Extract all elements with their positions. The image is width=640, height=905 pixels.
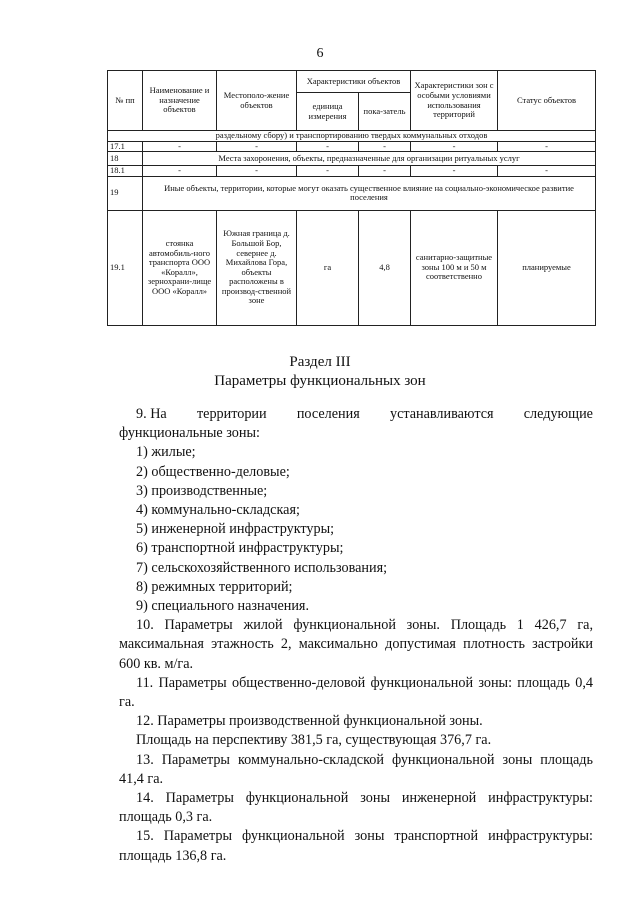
list-item: 9) специального назначения.: [136, 598, 310, 615]
table-header-row: [108, 71, 596, 93]
section-heading: [0, 353, 640, 391]
table-cell: -: [297, 166, 359, 177]
table-row: [108, 131, 596, 142]
row-num: 19.1: [108, 210, 143, 325]
table-cell: -: [217, 141, 297, 152]
list-item: 2) общественно-деловые;: [136, 463, 290, 480]
paragraph-12b: Площадь на перспективу 381,5 га, существующая 376,7 га.: [136, 732, 492, 749]
list-item: 3) производственные;: [136, 482, 268, 499]
objects-table: [107, 70, 596, 326]
body-text: [119, 405, 593, 866]
list-item: 1) жилые;: [136, 444, 196, 461]
list-item: 7) сельскохозяйственного использования;: [136, 559, 388, 576]
paragraph-13: 13. Параметры коммунально-складской функциональной зоны площадь 41,4 га.: [119, 751, 593, 787]
table-row: [108, 176, 596, 210]
table-cell: -: [411, 166, 498, 177]
table-cell: -: [217, 166, 297, 177]
header-indicator: пока-затель: [359, 93, 411, 131]
header-num: № пп: [108, 71, 143, 131]
table-row: [108, 210, 596, 325]
paragraph-9-cont: функциональные зоны:: [119, 425, 260, 442]
word: устанавливаются: [389, 406, 494, 422]
row-num: 18: [108, 152, 143, 166]
word: поселения: [296, 406, 360, 422]
object-zones: санитарно-защитные зоны 100 м и 50 м соответственно: [411, 210, 498, 325]
continuation-text: раздельному сбору) и транспортированию твердых коммунальных отходов: [108, 131, 596, 142]
list-item: 6) транспортной инфраструктуры;: [136, 540, 344, 557]
paragraph-11: 11. Параметры общественно-деловой функциональной зоны: площадь 0,4 га.: [119, 674, 593, 711]
row-num: 17.1: [108, 141, 143, 152]
table-cell: -: [143, 141, 217, 152]
object-indicator: 4,8: [359, 210, 411, 325]
word: 9. На: [136, 406, 167, 422]
table-cell: -: [359, 166, 411, 177]
paragraph-9: [119, 405, 593, 424]
table-cell: -: [498, 141, 596, 152]
header-characteristics: Характеристики объектов: [297, 71, 411, 93]
list-item: 4) коммунально-складская;: [136, 502, 300, 519]
word: следующие: [523, 406, 593, 422]
row-num: 18.1: [108, 166, 143, 177]
table-row: [108, 152, 596, 166]
header-location: Местополо-жение объектов: [217, 71, 297, 131]
table-cell: -: [297, 141, 359, 152]
table-cell: -: [359, 141, 411, 152]
list-item: 8) режимных территорий;: [136, 578, 293, 595]
list-item: 5) инженерной инфраструктуры;: [136, 521, 335, 538]
page-number: 6: [316, 46, 324, 61]
paragraph-12: 12. Параметры производственной функциональной зоны.: [136, 713, 483, 730]
object-unit: га: [297, 210, 359, 325]
paragraph-14: 14. Параметры функциональной зоны инженерной инфраструктуры: площадь 0,3 га.: [119, 790, 593, 826]
table-cell: -: [143, 166, 217, 177]
object-name: стоянка автомобиль-ного транспорта ООО «Коралл», зернохрани-лище ООО «Коралл»: [143, 210, 217, 325]
section-number: Раздел III: [289, 354, 351, 370]
row-group-text: Иные объекты, территории, которые могут оказать существенное влияние на социально-экономическое развитие поселения: [143, 176, 596, 210]
header-status: Статус объектов: [498, 71, 596, 131]
row-group-text: Места захоронения, объекты, предназначенные для организации ритуальных услуг: [143, 152, 596, 166]
header-zones: Характеристики зон с особыми условиями использования территорий: [411, 71, 498, 131]
object-status: планируемые: [498, 210, 596, 325]
object-location: Южная граница д. Большой Бор, севернее д. Михайлова Гора, объекты расположены в производ-ственной зоне: [217, 210, 297, 325]
paragraph-10: 10. Параметры жилой функциональной зоны. Площадь 1 426,7 га, максимальная этажность 2, максимально допустимая плотность застройки 600 кв. м/га.: [119, 617, 593, 672]
header-name: Наименование и назначение объектов: [143, 71, 217, 131]
word: территории: [196, 406, 267, 422]
paragraph-15: 15. Параметры функциональной зоны транспортной инфраструктуры: площадь 136,8 га.: [119, 828, 593, 864]
section-title: Параметры функциональных зон: [214, 373, 426, 389]
row-num: 19: [108, 176, 143, 210]
table-cell: -: [498, 166, 596, 177]
header-unit: единица измерения: [297, 93, 359, 131]
table-row: [108, 141, 596, 152]
table-row: [108, 166, 596, 177]
table-cell: -: [411, 141, 498, 152]
